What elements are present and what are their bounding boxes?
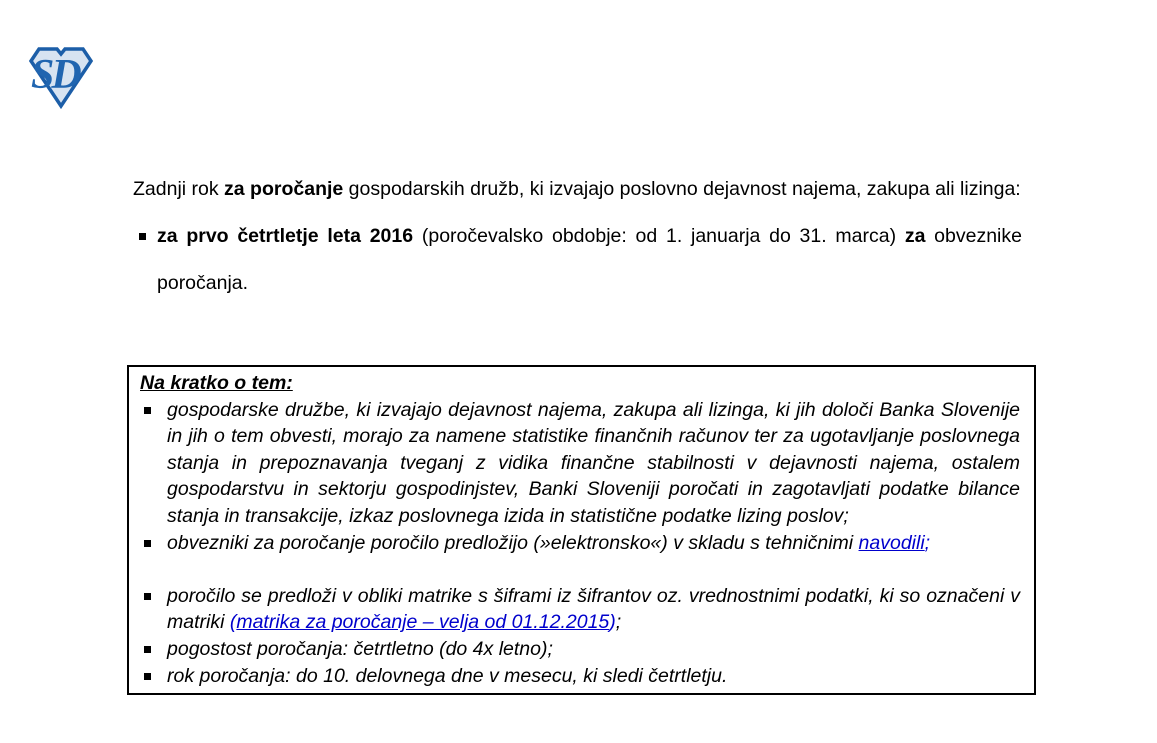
- item-pre-text: poročilo se predloži v obliki matrike s šiframi iz šifrantov oz. vrednostnimi podatki, ki so označeni v matriki: [167, 584, 1020, 634]
- item-pre-text: obvezniki za poročanje poročilo predložijo (»elektronsko«) v skladu s tehničnimi: [167, 531, 859, 554]
- list-item-frequency: [140, 636, 1020, 663]
- sd-diamond-logo: [26, 44, 96, 110]
- matrika-link[interactable]: matrika za poročanje – velja od 01.12.2015: [236, 611, 610, 634]
- document-body: [133, 166, 1022, 307]
- intro-text: Zadnji rok: [133, 178, 225, 200]
- bullet-marker-column: [140, 583, 167, 600]
- navodila-link[interactable]: navodili: [858, 531, 925, 554]
- blank-line-spacer: [140, 556, 1020, 583]
- bullet-marker-column: [140, 663, 167, 680]
- list-item-text: gospodarske družbe, ki izvajajo dejavnost najema, zakupa ali lizinga, ki jih določi Banka Slovenije in jih o tem obvesti, morajo za namene statistike finančnih računov ter za ugotavljanje poslovnega stanja in prepoznavanja tveganj z vidika finančne stabilnosti v dejavnosti najema, ostalem gospodarstvu in sektorju gospodinjstev, Banki Sloveniji poročati in zagotavljati podatke bilance stanja in transakcije, izkaz poslovnega izida in statistične podatke lizing poslov;: [167, 398, 1020, 527]
- deadline-bullet-text: [157, 213, 1022, 307]
- bullet-square-icon: [139, 233, 146, 240]
- list-item-companies: [140, 397, 1020, 530]
- list-item-text: rok poročanja: do 10. delovnega dne v mesecu, ki sledi četrtletju.: [167, 664, 728, 687]
- bullet-square-icon: [144, 540, 151, 547]
- deadline-bold-za: za: [904, 225, 926, 247]
- deadline-bullet-item: [133, 213, 1022, 307]
- paren-close: ): [609, 611, 616, 634]
- bullet-marker-column: [140, 636, 167, 653]
- intro-text-cont: gospodarskih družb, ki izvajajo poslovno dejavnost najema, zakupa ali lizinga:: [343, 178, 1021, 200]
- bullet-square-icon: [144, 673, 151, 680]
- bullet-marker-column: [133, 213, 157, 240]
- bullet-square-icon: [144, 646, 151, 653]
- paren-open: (: [229, 611, 237, 634]
- logo-letters: SD: [31, 52, 79, 98]
- item-suffix: ;: [615, 611, 622, 634]
- list-item-text: [167, 530, 1020, 557]
- bullet-marker-column: [140, 530, 167, 547]
- item-suffix: ;: [924, 531, 931, 554]
- list-item-matrix: [140, 583, 1020, 636]
- bullet-marker-column: [140, 397, 167, 414]
- list-item-instructions: [140, 530, 1020, 557]
- bullet-square-icon: [144, 593, 151, 600]
- deadline-bold-text: za prvo četrtletje leta 2016: [157, 225, 414, 247]
- intro-paragraph: [133, 166, 1022, 213]
- list-item-deadline: [140, 663, 1020, 690]
- deadline-mid-text: (poročevalsko obdobje: od 1. januarja do 31. marca): [413, 225, 905, 247]
- intro-bold-text: za poročanje: [224, 178, 344, 200]
- list-item-text: [167, 583, 1020, 636]
- list-item-text: pogostost poročanja: četrtletno (do 4x letno);: [167, 637, 553, 660]
- summary-box: [127, 365, 1036, 695]
- bullet-square-icon: [144, 407, 151, 414]
- box-title: Na kratko o tem:: [140, 372, 293, 394]
- deadline-end-text: obveznike poročanja.: [157, 225, 1022, 294]
